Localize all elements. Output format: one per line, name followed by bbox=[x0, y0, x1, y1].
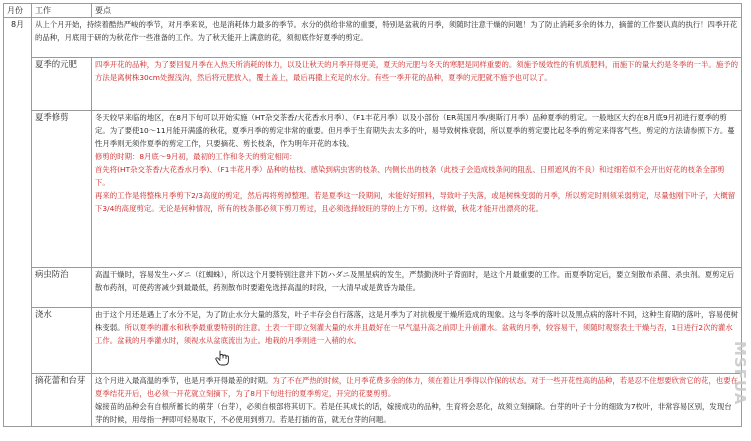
header-row bbox=[4, 4, 742, 18]
work-cell: 夏季修剪 bbox=[32, 111, 92, 268]
points-cell bbox=[92, 58, 742, 111]
table-row bbox=[4, 374, 742, 427]
points-text: 所以夏季的灌水和秋季最重要特别的注意。土表一干即立刻灌大量的水并且最好在一早气温升高之前即上升前灌水。盆栽的月季，较容易干，须随时观察表土干燥与否，1日进行2次的灌水工作。盆栽的月季灌水时，须视水从盆底流出为止。地栽的月季则进一入稍的水。 bbox=[95, 323, 733, 345]
work-cell: 夏季的元肥 bbox=[32, 58, 92, 111]
header-month: 月份 bbox=[4, 4, 32, 18]
points-text: 为了不在严热的时候，让月季花费多余的体力，须在着让月季得以作保的状态。对于一些开花性高的品种，若是忍不住想要欣赏它的花，也要在夏季结花开后，也必须一开花就立刻摘下，为了8月下旬进行的夏季剪定，开完的花要剪剪。 bbox=[95, 376, 739, 398]
points-text: 由于这个月还是遇上了水分不足，为了防止水分大量的蒸发，叶子丰存会自行落落，这是月季为了对抗极度干燥所造成的现象。这与冬季的落叶以及黑点病的落叶不同，这种生育期的落叶，容易使树株变弱。 bbox=[95, 310, 738, 332]
hand-cursor-icon bbox=[215, 350, 229, 366]
table-row bbox=[4, 111, 742, 268]
points-cell bbox=[92, 308, 742, 374]
points-text: 冬天较早来临的地区，在8月下旬可以开始实施（HT杂交茶香/大花香水月季）、（F1丰花月季）以及小部份（ER英国月季/奥斯汀月季）品种夏季的剪定。一般地区大约在8月底9月初进行夏季的剪定。为了要使10～11月能开满盛的秋花，夏季月季的剪定非常的重要。但月季于生育期失去太多的叶，易导致树株衰弱，所以夏季的剪定要比起冬季的剪定来得客气些。剪定的方法请参照下方。蔓性月季则无须作夏季的剪定工作，只要摘花、剪长枝条，作为明年开花的本钱。 bbox=[95, 113, 735, 148]
points-text: 四季开花的品种，为了要回复月季在入热天所消耗的体力，以及让秋天的月季开得更美，夏天的元肥与冬天的寒肥是同样重要的。须施予缓效性的有机质肥料，而施下的量大约是冬季的一半。施予的方法是离树株30cm处握浅沟，然后将元肥放入，覆土盖上，最后再撒上充足的水分。有些一季开花的品种，夏季的元肥就不施予也可以了。 bbox=[95, 60, 738, 82]
points-text: 这个月进入最高温的季节，也是月季开得最差的时期。 bbox=[95, 376, 273, 385]
rose-care-table bbox=[3, 3, 742, 427]
points-cell bbox=[92, 268, 742, 308]
points-text: 高温干燥时，容易发生ハダニ（红蜘蛛），所以这个月要特别注意并下防ハダニ及黑星病的发生，严禁勤浇叶子背面时，是这个月最重要的工作。而夏季防定后，要立刻散布杀菌、杀虫剂。夏剪定后散布药剂，可使药害减少到最最低，药剂散布时要避免选择高温的时段，一大清早或是黄昏为最佳。 bbox=[95, 270, 735, 292]
table-row bbox=[4, 268, 742, 308]
header-points: 要点 bbox=[92, 4, 742, 18]
intro-text: 从上个月开始，持续着酷热严峻的季节，对月季来说，也是消耗体力最多的季节。水分的供给非常的重要，特别是盆栽的月季，须随时注意干燥的问题！为了防止消耗多余的体力，摘蕾的工作要认真的执行！四季开花的品种，月底用于研的为秋花作一些准备的工作。为了秋天能开上满意的花，须彻底作好夏季的剪定。 bbox=[32, 18, 742, 58]
header-work: 工作 bbox=[32, 4, 92, 18]
month-cell: 8月 bbox=[4, 18, 32, 427]
table-row bbox=[4, 58, 742, 111]
watermark-logo: MSFUA bbox=[731, 341, 749, 406]
points-text: 嫁接苗的品种会有自根所蓄长的萌芽（台芽），必须自根部将其切下。若是任其成长的话，嫁接成功的品种，生育将会恶化，故须立刻摘除。台芽的叶子十分的细致为7枚叶，非常容易区别，发现台芽的时候，用母指一押即可轻易取下，不必使用到剪刀。若是打插的苗，就无台芽的问题。 bbox=[95, 402, 732, 424]
table-row bbox=[4, 308, 742, 374]
points-cell bbox=[92, 111, 742, 268]
points-text: 再来的工作是将整株月季剪下2/3高度的剪定，然后再将剪掉整理。若是夏季这一段期间，未能好好照料，导致叶子失落，或是树株变弱的月季，所以剪定时则须采弱剪定，尽量他刚下叶子，大概留下3/4的高度剪定。无论是何种情况，所有的枝条都必须下剪刀剪过，且必须选择较旺的芽的上方下剪。这样做，秋花才能开出漂亮的花。 bbox=[95, 191, 736, 213]
points-text: 首先将(HT杂交茶香/大花香水月季)、（F1丰花月季）品种的枯枝、感染到病虫害的枝条、内侧长出的枝条（此枝子会造成枝条间的阻乱、日照遮风的不良）和过细若似不会开出好花的枝条全部剪下。 bbox=[95, 165, 725, 187]
work-cell: 浇水 bbox=[32, 308, 92, 374]
points-text: 修剪的时期：8月底～9月初，最初的工作和冬天的剪定相同： bbox=[95, 152, 297, 161]
intro-row bbox=[4, 18, 742, 58]
work-cell: 病虫防治 bbox=[32, 268, 92, 308]
points-cell bbox=[92, 374, 742, 427]
work-cell: 摘花蕾和台芽 bbox=[32, 374, 92, 427]
